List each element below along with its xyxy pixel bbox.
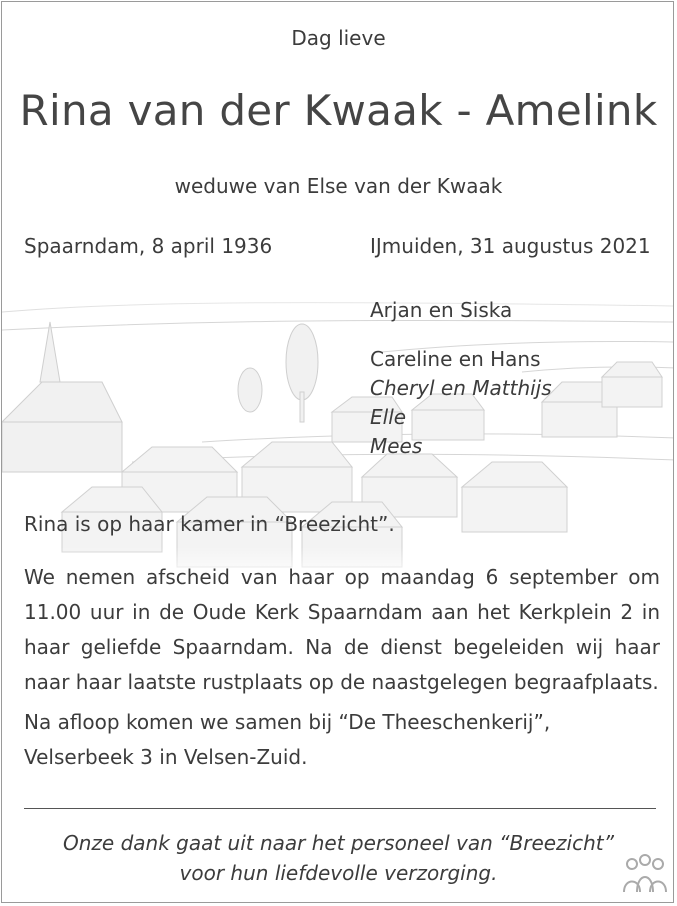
family-member: Careline en Hans	[370, 347, 541, 371]
thanks-text	[2, 828, 674, 888]
residence-text: Rina is op haar kamer in “Breezicht”.	[24, 512, 395, 536]
ceremony-text: We nemen afscheid van haar op maandag 6 september om 11.00 uur in de Oude Kerk Spaarndam aan het Kerkplein 2 in haar geliefde Spaarndam. Na de dienst begeleiden wij haar naar haar laatste rustplaats op de naastgelegen begraafplaats.	[24, 565, 660, 694]
family-member: Mees	[370, 434, 423, 458]
birth-date: Spaarndam, 8 april 1936	[24, 234, 273, 258]
family-member: Elle	[370, 405, 407, 429]
people-logo-icon	[620, 852, 670, 894]
family-member: Cheryl en Matthijs	[370, 376, 552, 400]
deceased-name: Rina van der Kwaak - Amelink	[19, 86, 658, 135]
death-date: IJmuiden, 31 augustus 2021	[370, 234, 651, 258]
widow-line: weduwe van Else van der Kwaak	[174, 174, 503, 198]
gathering-line: Velserbeek 3 in Velsen-Zuid.	[24, 745, 308, 769]
gathering-line: Na afloop komen we samen bij “De Theeschenkerij”,	[24, 710, 551, 734]
family-group-2	[370, 345, 552, 461]
family-member: Arjan en Siska	[370, 298, 513, 322]
greeting: Dag lieve	[291, 26, 386, 50]
thanks-line: voor hun liefdevolle verzorging.	[179, 861, 498, 885]
family-group-1	[370, 296, 512, 325]
divider	[24, 808, 656, 809]
gathering-text	[24, 705, 660, 775]
obituary-card	[1, 1, 674, 903]
thanks-line: Onze dank gaat uit naar het personeel van “Breezicht”	[63, 831, 614, 855]
